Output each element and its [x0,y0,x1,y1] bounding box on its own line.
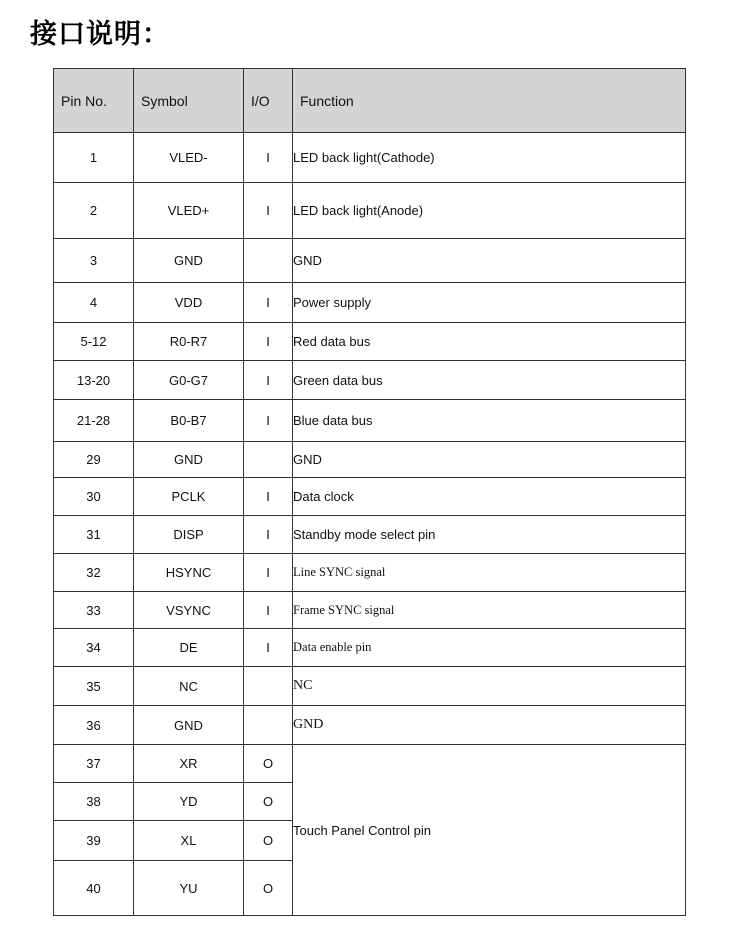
pin-cell: 4 [54,283,134,323]
io-cell: I [244,592,293,629]
pin-cell: 35 [54,667,134,706]
table-row [54,442,686,478]
table-row [54,239,686,283]
pin-cell: 13-20 [54,361,134,400]
io-cell: I [244,323,293,361]
table-row [54,323,686,361]
pin-cell: 30 [54,478,134,516]
symbol-cell: NC [134,667,244,706]
symbol-cell: HSYNC [134,554,244,592]
io-cell: I [244,133,293,183]
function-cell: LED back light(Anode) [293,183,686,239]
io-cell: O [244,821,293,861]
table-row [54,133,686,183]
header-pin-no: Pin No. [54,69,134,133]
table-row [54,361,686,400]
io-cell: I [244,361,293,400]
pin-cell: 32 [54,554,134,592]
function-cell: GND [293,706,686,745]
io-cell [244,706,293,745]
symbol-cell: GND [134,239,244,283]
io-cell: O [244,861,293,916]
pin-cell: 33 [54,592,134,629]
table-row [54,554,686,592]
table-row [54,478,686,516]
function-cell: Blue data bus [293,400,686,442]
page-title: 接口说明： [30,19,170,50]
symbol-cell: XL [134,821,244,861]
symbol-cell: VSYNC [134,592,244,629]
pin-cell: 37 [54,745,134,783]
symbol-cell: PCLK [134,478,244,516]
function-cell: Power supply [293,283,686,323]
function-cell: Standby mode select pin [293,516,686,554]
table-row [54,592,686,629]
symbol-cell: VLED+ [134,183,244,239]
table-header-row [54,69,686,133]
table-row [54,400,686,442]
pin-cell: 39 [54,821,134,861]
table-row [54,667,686,706]
io-cell: I [244,183,293,239]
io-cell: I [244,283,293,323]
pin-cell: 2 [54,183,134,239]
table-row [54,283,686,323]
table-row [54,706,686,745]
symbol-cell: GND [134,442,244,478]
header-function: Function [293,69,686,133]
symbol-cell: VDD [134,283,244,323]
table-row [54,516,686,554]
io-cell: I [244,629,293,667]
header-io: I/O [244,69,293,133]
io-cell: I [244,516,293,554]
io-cell [244,239,293,283]
pin-cell: 5-12 [54,323,134,361]
touch-panel-function-cell: Touch Panel Control pin [293,745,686,916]
symbol-cell: GND [134,706,244,745]
pin-cell: 1 [54,133,134,183]
pin-table [53,68,686,916]
function-cell: Line SYNC signal [293,554,686,592]
header-symbol: Symbol [134,69,244,133]
symbol-cell: YD [134,783,244,821]
table-row [54,183,686,239]
pin-cell: 21-28 [54,400,134,442]
table-row [54,629,686,667]
pin-cell: 29 [54,442,134,478]
io-cell [244,667,293,706]
pin-cell: 36 [54,706,134,745]
symbol-cell: XR [134,745,244,783]
function-cell: Red data bus [293,323,686,361]
symbol-cell: R0-R7 [134,323,244,361]
pin-cell: 3 [54,239,134,283]
io-cell: I [244,554,293,592]
io-cell [244,442,293,478]
table-row [54,745,686,783]
symbol-cell: G0-G7 [134,361,244,400]
symbol-cell: YU [134,861,244,916]
symbol-cell: B0-B7 [134,400,244,442]
pin-cell: 34 [54,629,134,667]
pin-cell: 38 [54,783,134,821]
function-cell: Frame SYNC signal [293,592,686,629]
symbol-cell: DISP [134,516,244,554]
function-cell: Data enable pin [293,629,686,667]
io-cell: I [244,478,293,516]
function-cell: GND [293,442,686,478]
io-cell: O [244,783,293,821]
pin-cell: 31 [54,516,134,554]
function-cell: Green data bus [293,361,686,400]
symbol-cell: VLED- [134,133,244,183]
symbol-cell: DE [134,629,244,667]
function-cell: Data clock [293,478,686,516]
function-cell: GND [293,239,686,283]
function-cell: NC [293,667,686,706]
pin-cell: 40 [54,861,134,916]
io-cell: O [244,745,293,783]
io-cell: I [244,400,293,442]
function-cell: LED back light(Cathode) [293,133,686,183]
